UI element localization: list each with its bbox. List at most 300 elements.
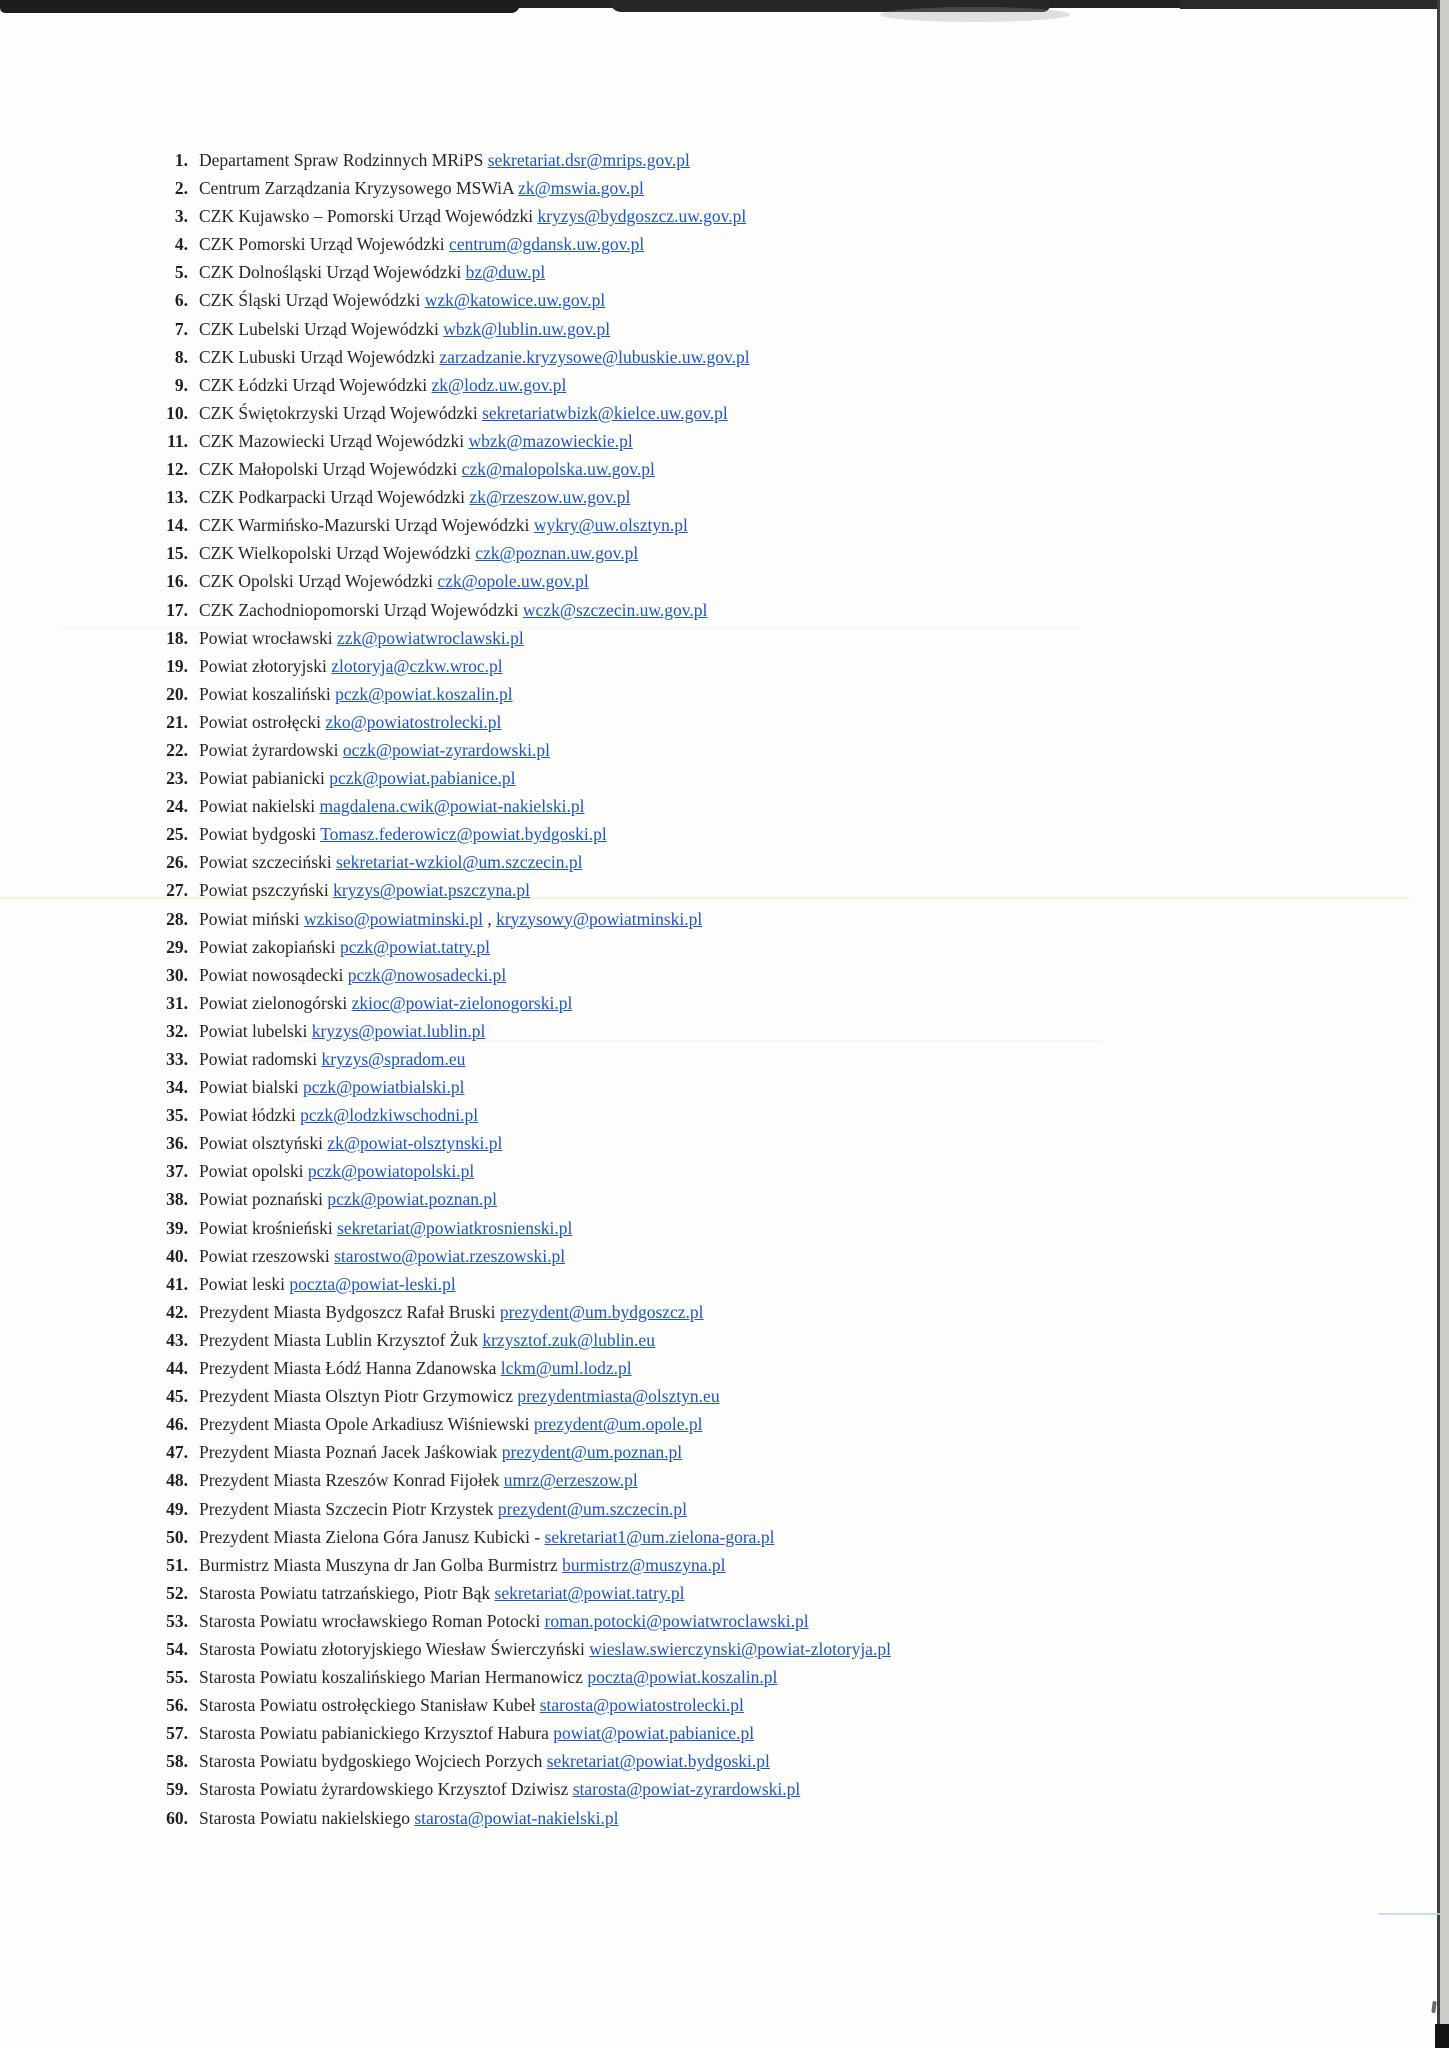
list-item	[0, 1551, 1430, 1579]
list-item	[0, 286, 1430, 314]
list-item	[0, 876, 1430, 904]
email-link[interactable]: kryzysowy@powiatminski.pl	[496, 908, 703, 929]
item-content	[199, 1298, 704, 1326]
email-link[interactable]: sekretariat@powiat.tatry.pl	[494, 1582, 685, 1603]
item-number: 34.	[166, 1077, 188, 1098]
item-number: 7.	[174, 318, 188, 339]
email-link[interactable]: zzk@powiatwroclawski.pl	[337, 627, 524, 648]
list-item	[0, 1438, 1430, 1466]
list-item	[0, 905, 1430, 933]
item-content	[199, 1214, 572, 1242]
item-number: 47.	[166, 1442, 188, 1463]
list-item	[0, 174, 1430, 202]
scan-faint-blue-line	[1378, 1913, 1440, 1915]
item-text: Powiat bialski	[199, 1077, 304, 1098]
list-item	[0, 1691, 1430, 1719]
email-link[interactable]: kryzys@bydgoszcz.uw.gov.pl	[537, 206, 747, 227]
email-link[interactable]: zk@lodz.uw.gov.pl	[431, 374, 567, 395]
email-link[interactable]: czk@opole.uw.gov.pl	[437, 571, 589, 592]
item-content	[199, 1523, 774, 1551]
item-content	[199, 146, 690, 174]
item-text: Prezydent Miasta Rzeszów Konrad Fijołek	[199, 1470, 504, 1491]
item-content	[199, 230, 644, 258]
item-number: 43.	[166, 1329, 188, 1350]
item-content	[199, 933, 490, 961]
email-link[interactable]: poczta@powiat-leski.pl	[289, 1273, 456, 1294]
item-number: 11.	[167, 430, 188, 451]
item-text: Prezydent Miasta Szczecin Piotr Krzystek	[199, 1498, 498, 1519]
item-text: CZK Śląski Urząd Wojewódzki	[199, 290, 425, 311]
list-item	[0, 202, 1430, 230]
list-item	[0, 596, 1430, 624]
email-link[interactable]: pczk@powiatopolski.pl	[307, 1161, 475, 1182]
email-link[interactable]: sekretariatwbizk@kielce.uw.gov.pl	[482, 402, 728, 423]
list-item	[0, 736, 1430, 764]
item-number: 37.	[166, 1161, 188, 1182]
email-link[interactable]: czk@malopolska.uw.gov.pl	[461, 459, 655, 480]
item-number: 50.	[166, 1526, 188, 1547]
item-content	[199, 202, 746, 230]
list-item	[0, 1270, 1430, 1298]
item-number: 10.	[166, 402, 188, 423]
email-link[interactable]: zk@powiat-olsztynski.pl	[327, 1133, 503, 1154]
item-text: Powiat łódzki	[199, 1105, 301, 1126]
item-text: Powiat złotoryjski	[199, 655, 332, 676]
scan-small-mark	[1431, 2001, 1436, 2013]
email-link[interactable]: zko@powiatostrolecki.pl	[325, 711, 502, 732]
list-item	[0, 1607, 1430, 1635]
list-item	[0, 483, 1430, 511]
list-item	[0, 1129, 1430, 1157]
list-item	[0, 1185, 1430, 1213]
email-link[interactable]: prezydentmiasta@olsztyn.eu	[517, 1386, 720, 1407]
list-item	[0, 1326, 1430, 1354]
item-text: CZK Podkarpacki Urząd Wojewódzki	[199, 487, 470, 508]
list-item	[0, 1804, 1430, 1832]
item-number: 4.	[174, 234, 188, 255]
email-link[interactable]: prezydent@um.szczecin.pl	[497, 1498, 687, 1519]
item-content	[199, 736, 550, 764]
item-number: 9.	[174, 374, 188, 395]
item-number: 40.	[166, 1245, 188, 1266]
item-number: 42.	[166, 1301, 188, 1322]
list-item	[0, 567, 1430, 595]
item-content	[199, 764, 515, 792]
list-item	[0, 1635, 1430, 1663]
item-text: Powiat szczeciński	[199, 852, 337, 873]
list-item	[0, 1354, 1430, 1382]
item-number: 29.	[166, 936, 188, 957]
item-number: 49.	[166, 1498, 188, 1519]
item-content	[199, 258, 545, 286]
item-number: 51.	[166, 1554, 188, 1575]
item-text: CZK Lubelski Urząd Wojewódzki	[199, 318, 444, 339]
email-link[interactable]: roman.potocki@powiatwroclawski.pl	[544, 1610, 809, 1631]
item-content	[199, 1270, 456, 1298]
list-item	[0, 1157, 1430, 1185]
list-item	[0, 708, 1430, 736]
email-link[interactable]: prezydent@um.bydgoszcz.pl	[499, 1301, 704, 1322]
item-content	[199, 876, 530, 904]
item-content	[199, 1495, 687, 1523]
item-number: 60.	[166, 1807, 188, 1828]
item-content	[199, 1719, 754, 1747]
email-link[interactable]: starosta@powiat-nakielski.pl	[414, 1807, 619, 1828]
item-number: 38.	[166, 1189, 188, 1210]
item-content	[199, 1382, 720, 1410]
item-number: 35.	[166, 1105, 188, 1126]
email-link[interactable]: wzkiso@powiatminski.pl	[304, 908, 483, 929]
item-text: CZK Dolnośląski Urząd Wojewódzki	[199, 262, 466, 283]
item-text: Starosta Powiatu ostrołęckiego Stanisław Kubeł	[199, 1695, 540, 1716]
item-number: 44.	[166, 1358, 188, 1379]
item-number: 46.	[166, 1414, 188, 1435]
email-link[interactable]: bz@duw.pl	[465, 262, 546, 283]
item-text: Powiat koszaliński	[199, 683, 336, 704]
item-content	[199, 483, 630, 511]
item-text: Powiat poznański	[199, 1189, 328, 1210]
item-content	[199, 848, 582, 876]
scan-right-edge-shadow	[1440, 0, 1449, 2048]
item-content	[199, 1747, 770, 1775]
email-link[interactable]: poczta@powiat.koszalin.pl	[587, 1667, 778, 1688]
item-number: 13.	[166, 487, 188, 508]
list-item	[0, 455, 1430, 483]
email-link[interactable]: Tomasz.federowicz@powiat.bydgoski.pl	[320, 824, 607, 845]
list-item	[0, 1663, 1430, 1691]
item-text: Starosta Powiatu żyrardowskiego Krzysztof Dziwisz	[199, 1779, 573, 1800]
email-link[interactable]: zkioc@powiat-zielonogorski.pl	[351, 992, 573, 1013]
email-link[interactable]: czk@poznan.uw.gov.pl	[475, 543, 639, 564]
item-text: Prezydent Miasta Bydgoszcz Rafał Bruski	[199, 1301, 500, 1322]
email-link[interactable]: sekretariat-wzkiol@um.szczecin.pl	[336, 852, 583, 873]
item-text: Prezydent Miasta Poznań Jacek Jaśkowiak	[199, 1442, 502, 1463]
list-item	[0, 764, 1430, 792]
list-item	[0, 427, 1430, 455]
email-link[interactable]: wzk@katowice.uw.gov.pl	[424, 290, 606, 311]
list-item	[0, 399, 1430, 427]
item-text: Burmistrz Miasta Muszyna dr Jan Golba Burmistrz	[199, 1554, 563, 1575]
item-text: Starosta Powiatu bydgoskiego Wojciech Porzych	[199, 1751, 547, 1772]
email-link[interactable]: kryzys@powiat.lublin.pl	[311, 1020, 486, 1041]
item-text: Powiat rzeszowski	[199, 1245, 335, 1266]
item-number: 2.	[174, 178, 188, 199]
item-number: 16.	[166, 571, 188, 592]
item-text: CZK Lubuski Urząd Wojewódzki	[199, 346, 440, 367]
item-text: Powiat krośnieński	[199, 1217, 338, 1238]
item-number: 32.	[166, 1020, 188, 1041]
item-text: Powiat zakopiański	[199, 936, 340, 957]
email-link[interactable]: kryzys@spradom.eu	[321, 1049, 466, 1069]
email-link[interactable]: prezydent@um.poznan.pl	[501, 1442, 683, 1463]
list-item	[0, 230, 1430, 258]
item-content	[199, 820, 607, 848]
email-link[interactable]: wbzk@mazowieckie.pl	[468, 430, 633, 451]
email-link[interactable]: centrum@gdansk.uw.gov.pl	[449, 234, 645, 255]
item-content	[199, 1242, 565, 1270]
item-content	[199, 624, 524, 652]
email-separator: ,	[482, 908, 497, 929]
email-link[interactable]: pczk@powiat.poznan.pl	[327, 1189, 498, 1210]
list-item	[0, 258, 1430, 286]
email-link[interactable]: zlotoryja@czkw.wroc.pl	[331, 655, 503, 676]
list-item	[0, 146, 1430, 174]
email-link[interactable]: wbzk@lublin.uw.gov.pl	[443, 318, 611, 339]
item-content	[199, 1579, 684, 1607]
item-text: Powiat nowosądecki	[199, 964, 348, 985]
email-link[interactable]: pczk@lodzkiwschodni.pl	[300, 1105, 479, 1126]
list-item	[0, 1017, 1430, 1045]
item-text: Powiat bydgoski	[199, 824, 321, 845]
list-item	[0, 933, 1430, 961]
item-content	[199, 1185, 497, 1213]
scan-top-edge-artifact-left	[0, 0, 520, 13]
email-link[interactable]: starostwo@powiat.rzeszowski.pl	[334, 1245, 566, 1266]
list-item	[0, 315, 1430, 343]
item-number: 21.	[166, 711, 188, 732]
item-number: 18.	[166, 627, 188, 648]
list-item	[0, 680, 1430, 708]
list-item	[0, 1410, 1430, 1438]
item-content	[199, 596, 707, 624]
item-text: CZK Warmińsko-Mazurski Urząd Wojewódzki	[199, 515, 534, 536]
list-item	[0, 1523, 1430, 1551]
email-link[interactable]: sekretariat@powiatkrosnienski.pl	[337, 1217, 573, 1238]
item-content	[199, 427, 633, 455]
list-item	[0, 1747, 1430, 1775]
email-link[interactable]: sekretariat@powiat.bydgoski.pl	[546, 1751, 770, 1772]
item-text: Prezydent Miasta Opole Arkadiusz Wiśniewski	[199, 1414, 534, 1435]
list-item	[0, 1298, 1430, 1326]
item-content	[199, 567, 589, 595]
item-content	[199, 1157, 474, 1185]
item-text: Starosta Powiatu tatrzańskiego, Piotr Bąk	[199, 1582, 495, 1603]
list-item	[0, 652, 1430, 680]
list-item	[0, 1466, 1430, 1494]
item-text: Prezydent Miasta Lublin Krzysztof Żuk	[199, 1329, 483, 1350]
list-item	[0, 1101, 1430, 1129]
item-content	[199, 792, 584, 820]
item-number: 57.	[166, 1723, 188, 1744]
item-text: Powiat wrocławski	[199, 627, 338, 648]
item-number: 59.	[166, 1779, 188, 1800]
item-text: Powiat leski	[199, 1273, 290, 1294]
scan-top-smudge	[880, 7, 1070, 22]
email-link[interactable]: starosta@powiatostrolecki.pl	[539, 1695, 744, 1716]
list-item	[0, 989, 1430, 1017]
item-number: 20.	[166, 683, 188, 704]
item-number: 14.	[166, 515, 188, 536]
item-text: CZK Świętokrzyski Urząd Wojewódzki	[199, 402, 483, 423]
email-link[interactable]: zk@mswia.gov.pl	[518, 178, 644, 199]
list-item	[0, 1719, 1430, 1747]
item-text: Powiat lubelski	[199, 1020, 312, 1041]
item-number: 8.	[174, 346, 188, 367]
item-number: 41.	[166, 1273, 188, 1294]
item-content	[199, 1663, 777, 1691]
item-number: 36.	[166, 1133, 188, 1154]
email-link[interactable]: umrz@erzeszow.pl	[503, 1470, 638, 1491]
list-item	[0, 1382, 1430, 1410]
item-content	[199, 371, 566, 399]
item-number: 26.	[166, 852, 188, 873]
item-text: CZK Pomorski Urząd Wojewódzki	[199, 234, 450, 255]
email-link[interactable]: kryzys@powiat.pszczyna.pl	[333, 880, 531, 901]
item-text: Powiat pabianicki	[199, 768, 330, 789]
list-item	[0, 1242, 1430, 1270]
item-content	[199, 1635, 891, 1663]
item-number: 25.	[166, 824, 188, 845]
item-content	[199, 399, 728, 427]
item-content	[199, 539, 638, 567]
item-number: 48.	[166, 1470, 188, 1491]
item-number: 12.	[166, 459, 188, 480]
item-content	[199, 1410, 703, 1438]
email-link[interactable]: lckm@uml.lodz.pl	[500, 1358, 632, 1379]
contact-list	[0, 146, 1430, 1832]
item-text: Prezydent Miasta Zielona Góra Janusz Kubicki -	[199, 1526, 545, 1547]
item-text: Powiat zielonogórski	[199, 992, 352, 1013]
item-number: 33.	[166, 1049, 188, 1069]
item-text: CZK Zachodniopomorski Urząd Wojewódzki	[199, 599, 523, 620]
email-link[interactable]: wieslaw.swierczynski@powiat-zlotoryja.pl	[589, 1638, 891, 1659]
email-link[interactable]: pczk@nowosadecki.pl	[347, 964, 507, 985]
item-content	[199, 1607, 809, 1635]
item-content	[199, 286, 605, 314]
item-content	[199, 1551, 725, 1579]
item-content	[199, 455, 655, 483]
item-number: 58.	[166, 1751, 188, 1772]
item-number: 54.	[166, 1638, 188, 1659]
list-item	[0, 848, 1430, 876]
item-content	[199, 652, 503, 680]
item-text: Powiat radomski	[199, 1049, 322, 1069]
item-content	[199, 1804, 619, 1832]
item-number: 27.	[166, 880, 188, 901]
item-number: 17.	[166, 599, 188, 620]
list-item	[0, 1495, 1430, 1523]
email-link[interactable]: zarzadzanie.kryzysowe@lubuskie.uw.gov.pl	[439, 346, 750, 367]
item-content	[199, 708, 501, 736]
item-number: 15.	[166, 543, 188, 564]
list-item	[0, 961, 1430, 989]
item-number: 45.	[166, 1386, 188, 1407]
item-content	[199, 1775, 800, 1803]
item-number: 22.	[166, 739, 188, 760]
item-content	[199, 315, 610, 343]
item-text: Powiat nakielski	[199, 796, 320, 817]
item-content	[199, 1354, 632, 1382]
scan-right-edge-line	[1437, 0, 1440, 2048]
item-text: Powiat ostrołęcki	[199, 711, 326, 732]
email-link[interactable]: magdalena.cwik@powiat-nakielski.pl	[319, 796, 585, 817]
item-content	[199, 1045, 465, 1073]
list-item	[0, 539, 1430, 567]
list-item	[0, 1045, 1430, 1073]
item-number: 39.	[166, 1217, 188, 1238]
item-text: Powiat olsztyński	[199, 1133, 328, 1154]
item-content	[199, 680, 513, 708]
email-link[interactable]: wykry@uw.olsztyn.pl	[533, 515, 688, 536]
item-text: CZK Kujawsko – Pomorski Urząd Wojewódzki	[199, 206, 538, 227]
scan-bottom-right-artifact	[1435, 2024, 1449, 2048]
item-number: 19.	[166, 655, 188, 676]
item-content	[199, 511, 688, 539]
email-link[interactable]: pczk@powiat.tatry.pl	[339, 936, 491, 957]
item-text: Powiat opolski	[199, 1161, 308, 1182]
item-number: 28.	[166, 908, 188, 929]
item-content	[199, 1438, 682, 1466]
item-text: Prezydent Miasta Olsztyn Piotr Grzymowicz	[199, 1386, 518, 1407]
list-item	[0, 511, 1430, 539]
list-item	[0, 1579, 1430, 1607]
item-content	[199, 343, 750, 371]
email-link[interactable]: oczk@powiat-zyrardowski.pl	[342, 739, 550, 760]
item-text: Starosta Powiatu wrocławskiego Roman Potocki	[199, 1610, 545, 1631]
list-item	[0, 371, 1430, 399]
item-text: Departament Spraw Rodzinnych MRiPS	[199, 150, 488, 170]
email-link[interactable]: starosta@powiat-zyrardowski.pl	[572, 1779, 801, 1800]
email-link[interactable]: zk@rzeszow.uw.gov.pl	[469, 487, 631, 508]
item-content	[199, 1691, 744, 1719]
item-content	[199, 989, 572, 1017]
item-text: CZK Opolski Urząd Wojewódzki	[199, 571, 438, 592]
item-text: CZK Mazowiecki Urząd Wojewódzki	[199, 430, 469, 451]
item-number: 55.	[166, 1667, 188, 1688]
email-link[interactable]: prezydent@um.opole.pl	[533, 1414, 703, 1435]
item-text: CZK Łódzki Urząd Wojewódzki	[199, 374, 432, 395]
item-text: Powiat miński	[199, 908, 305, 929]
email-link[interactable]: krzysztof.zuk@lublin.eu	[482, 1329, 655, 1350]
item-text: Starosta Powiatu koszalińskiego Marian Hermanowicz	[199, 1667, 588, 1688]
email-link[interactable]: powiat@powiat.pabianice.pl	[553, 1723, 755, 1744]
email-link[interactable]: pczk@powiatbialski.pl	[303, 1077, 465, 1098]
item-number: 3.	[174, 206, 188, 227]
list-item	[0, 1214, 1430, 1242]
email-link[interactable]: sekretariat.dsr@mrips.gov.pl	[487, 150, 690, 170]
item-text: Starosta Powiatu nakielskiego	[199, 1807, 415, 1828]
scan-top-edge-artifact-right	[1180, 0, 1449, 9]
item-number: 53.	[166, 1610, 188, 1631]
item-number: 6.	[174, 290, 188, 311]
email-link[interactable]: sekretariat1@um.zielona-gora.pl	[544, 1526, 775, 1547]
list-item	[0, 624, 1430, 652]
item-text: Starosta Powiatu pabianickiego Krzysztof Habura	[199, 1723, 554, 1744]
item-number: 1.	[174, 150, 188, 170]
item-text: Powiat pszczyński	[199, 880, 334, 901]
item-number: 31.	[166, 992, 188, 1013]
item-number: 52.	[166, 1582, 188, 1603]
item-number: 5.	[174, 262, 188, 283]
item-content	[199, 1073, 464, 1101]
item-number: 30.	[166, 964, 188, 985]
list-item	[0, 792, 1430, 820]
item-text: Powiat żyrardowski	[199, 739, 343, 760]
item-number: 23.	[166, 768, 188, 789]
email-link[interactable]: burmistrz@muszyna.pl	[562, 1554, 726, 1575]
list-item	[0, 343, 1430, 371]
item-text: Prezydent Miasta Łódź Hanna Zdanowska	[199, 1358, 501, 1379]
item-text: Centrum Zarządzania Kryzysowego MSWiA	[199, 178, 519, 199]
email-link[interactable]: wczk@szczecin.uw.gov.pl	[522, 599, 708, 620]
item-content	[199, 1129, 502, 1157]
list-item	[0, 1775, 1430, 1803]
item-number: 56.	[166, 1695, 188, 1716]
email-link[interactable]: pczk@powiat.pabianice.pl	[329, 768, 516, 789]
item-content	[199, 1017, 485, 1045]
email-link[interactable]: pczk@powiat.koszalin.pl	[335, 683, 513, 704]
item-text: Starosta Powiatu złotoryjskiego Wiesław Świerczyński	[199, 1638, 590, 1659]
